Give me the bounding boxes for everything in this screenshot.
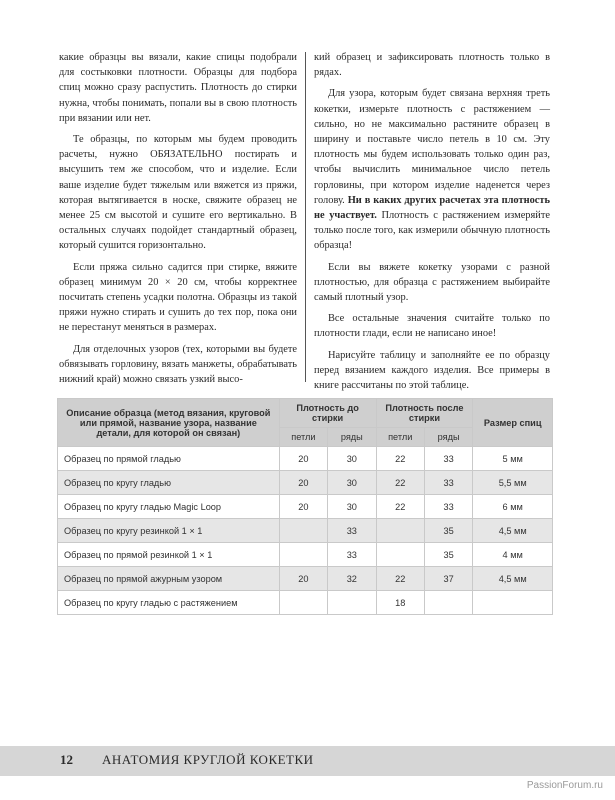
swatch-description: Образец по кругу гладью Magic Loop xyxy=(58,495,280,519)
stitches-before xyxy=(279,591,327,615)
stitches-before: 20 xyxy=(279,495,327,519)
paragraph: Если вы вяжете кокетку узорами с разной плотностью, для образца с растяжением выбирайте самый плотный узор. xyxy=(314,261,550,304)
swatch-description: Образец по прямой гладью xyxy=(58,447,280,471)
table-row xyxy=(58,471,553,495)
right-text-column xyxy=(314,50,550,399)
swatch-description: Образец по прямой ажурным узором xyxy=(58,567,280,591)
paragraph: кий образец и зафиксировать плотность только в рядах. xyxy=(314,52,550,79)
stitches-before xyxy=(279,543,327,567)
paragraph-text: Для узора, которым будет связана верхняя треть кокетки, измерьте плотность с растяжением — сильно, но не максимально растяните образец в ширину и поставьте число петель в 10 см. Эту плотность мы будем использовать только один раз, чтобы вычислить минимальное число петель горловины, при котором изделие наденется через голову. xyxy=(314,88,550,206)
subheader-stitches: петли xyxy=(279,428,327,447)
needle-size: 6 мм xyxy=(473,495,553,519)
rows-after: 33 xyxy=(424,471,472,495)
table-row xyxy=(58,591,553,615)
running-title: АНАТОМИЯ КРУГЛОЙ КОКЕТКИ xyxy=(102,752,314,767)
rows-after: 35 xyxy=(424,519,472,543)
rows-before: 30 xyxy=(328,495,376,519)
stitches-after: 22 xyxy=(376,567,424,591)
paragraph xyxy=(314,86,550,253)
needle-size: 4 мм xyxy=(473,543,553,567)
paragraph-text: Плотность с растяжением измеряйте только после того, как измерили обычную плотность образца! xyxy=(314,210,550,252)
paragraph: какие образцы вы вязали, какие спицы подобрали для состыковки плотности. Образцы для подбора спиц можно сразу распустить. Плотность до стирки нужна, чтобы понимать, попали вы в свою плотность при вязании или нет. xyxy=(59,52,297,124)
paragraph: Те образцы, по которым мы будем проводить расчеты, нужно ОБЯЗАТЕЛЬНО постирать и высушить тем же способом, что и изделие. Если ваше изделие будет тяжелым или вяжется из пряжи, которая вытягивается в носке, свяжите образец не менее 25 см высотой и сушите его вертикально. В остальных случаях подойдет стандартный образец, который сушится горизонтально. xyxy=(59,134,297,252)
table-row xyxy=(58,543,553,567)
paragraph: Все остальные значения считайте только по плотности глади, если не написано иное! xyxy=(314,313,550,340)
rows-after xyxy=(424,591,472,615)
table-row xyxy=(58,495,553,519)
column-divider xyxy=(305,52,306,382)
header-gauge-after-wash: Плотность после стирки xyxy=(376,399,473,428)
needle-size: 5,5 мм xyxy=(473,471,553,495)
table-row xyxy=(58,567,553,591)
rows-before: 30 xyxy=(328,447,376,471)
needle-size xyxy=(473,591,553,615)
stitches-after xyxy=(376,519,424,543)
paragraph: Нарисуйте таблицу и заполняйте ее по образцу перед вязанием каждого изделия. Все примеры в книге рассчитаны по этой таблице. xyxy=(314,349,550,392)
needle-size: 4,5 мм xyxy=(473,519,553,543)
subheader-rows: ряды xyxy=(328,428,376,447)
watermark-text: PassionForum.ru xyxy=(526,780,603,791)
paragraph: Для отделочных узоров (тех, которыми вы будете обвязывать горловину, вязать манжеты, обрабатывать нижний край) можно связать узкий высо- xyxy=(59,343,297,386)
page-number: 12 xyxy=(60,752,73,767)
header-gauge-before-wash: Плотность до стирки xyxy=(279,399,376,428)
rows-before xyxy=(328,591,376,615)
needle-size: 5 мм xyxy=(473,447,553,471)
stitches-before xyxy=(279,519,327,543)
subheader-stitches: петли xyxy=(376,428,424,447)
stitches-after: 22 xyxy=(376,471,424,495)
rows-after: 33 xyxy=(424,495,472,519)
swatch-description: Образец по кругу гладью xyxy=(58,471,280,495)
rows-before: 30 xyxy=(328,471,376,495)
emphasis-text: Ни в каких других расчетах эта плотность не участвует. xyxy=(314,194,550,222)
table-row xyxy=(58,447,553,471)
table-row xyxy=(58,519,553,543)
header-needle-size: Размер спиц xyxy=(473,399,553,447)
stitches-after xyxy=(376,543,424,567)
left-text-column xyxy=(59,50,297,393)
paragraph: Если пряжа сильно садится при стирке, вяжите образец минимум 20 × 20 см, чтобы корректнее посчитать степень усадки полотна. Образцы из такой пряжи нужно стирать и сушить до тех пор, пока они не перестанут меняться в размерах. xyxy=(59,261,297,334)
rows-before: 32 xyxy=(328,567,376,591)
stitches-after: 22 xyxy=(376,447,424,471)
rows-before: 33 xyxy=(328,519,376,543)
stitches-before: 20 xyxy=(279,567,327,591)
swatch-description: Образец по кругу резинкой 1 × 1 xyxy=(58,519,280,543)
swatch-description: Образец по прямой резинкой 1 × 1 xyxy=(58,543,280,567)
rows-after: 35 xyxy=(424,543,472,567)
rows-after: 33 xyxy=(424,447,472,471)
stitches-before: 20 xyxy=(279,447,327,471)
subheader-rows: ряды xyxy=(424,428,472,447)
stitches-after: 18 xyxy=(376,591,424,615)
header-description: Описание образца (метод вязания, круговой или прямой, название узора, название детали, для которой он связан) xyxy=(58,399,280,447)
needle-size: 4,5 мм xyxy=(473,567,553,591)
rows-before: 33 xyxy=(328,543,376,567)
swatch-description: Образец по кругу гладью с растяжением xyxy=(58,591,280,615)
stitches-before: 20 xyxy=(279,471,327,495)
rows-after: 37 xyxy=(424,567,472,591)
gauge-table xyxy=(57,398,553,615)
stitches-after: 22 xyxy=(376,495,424,519)
